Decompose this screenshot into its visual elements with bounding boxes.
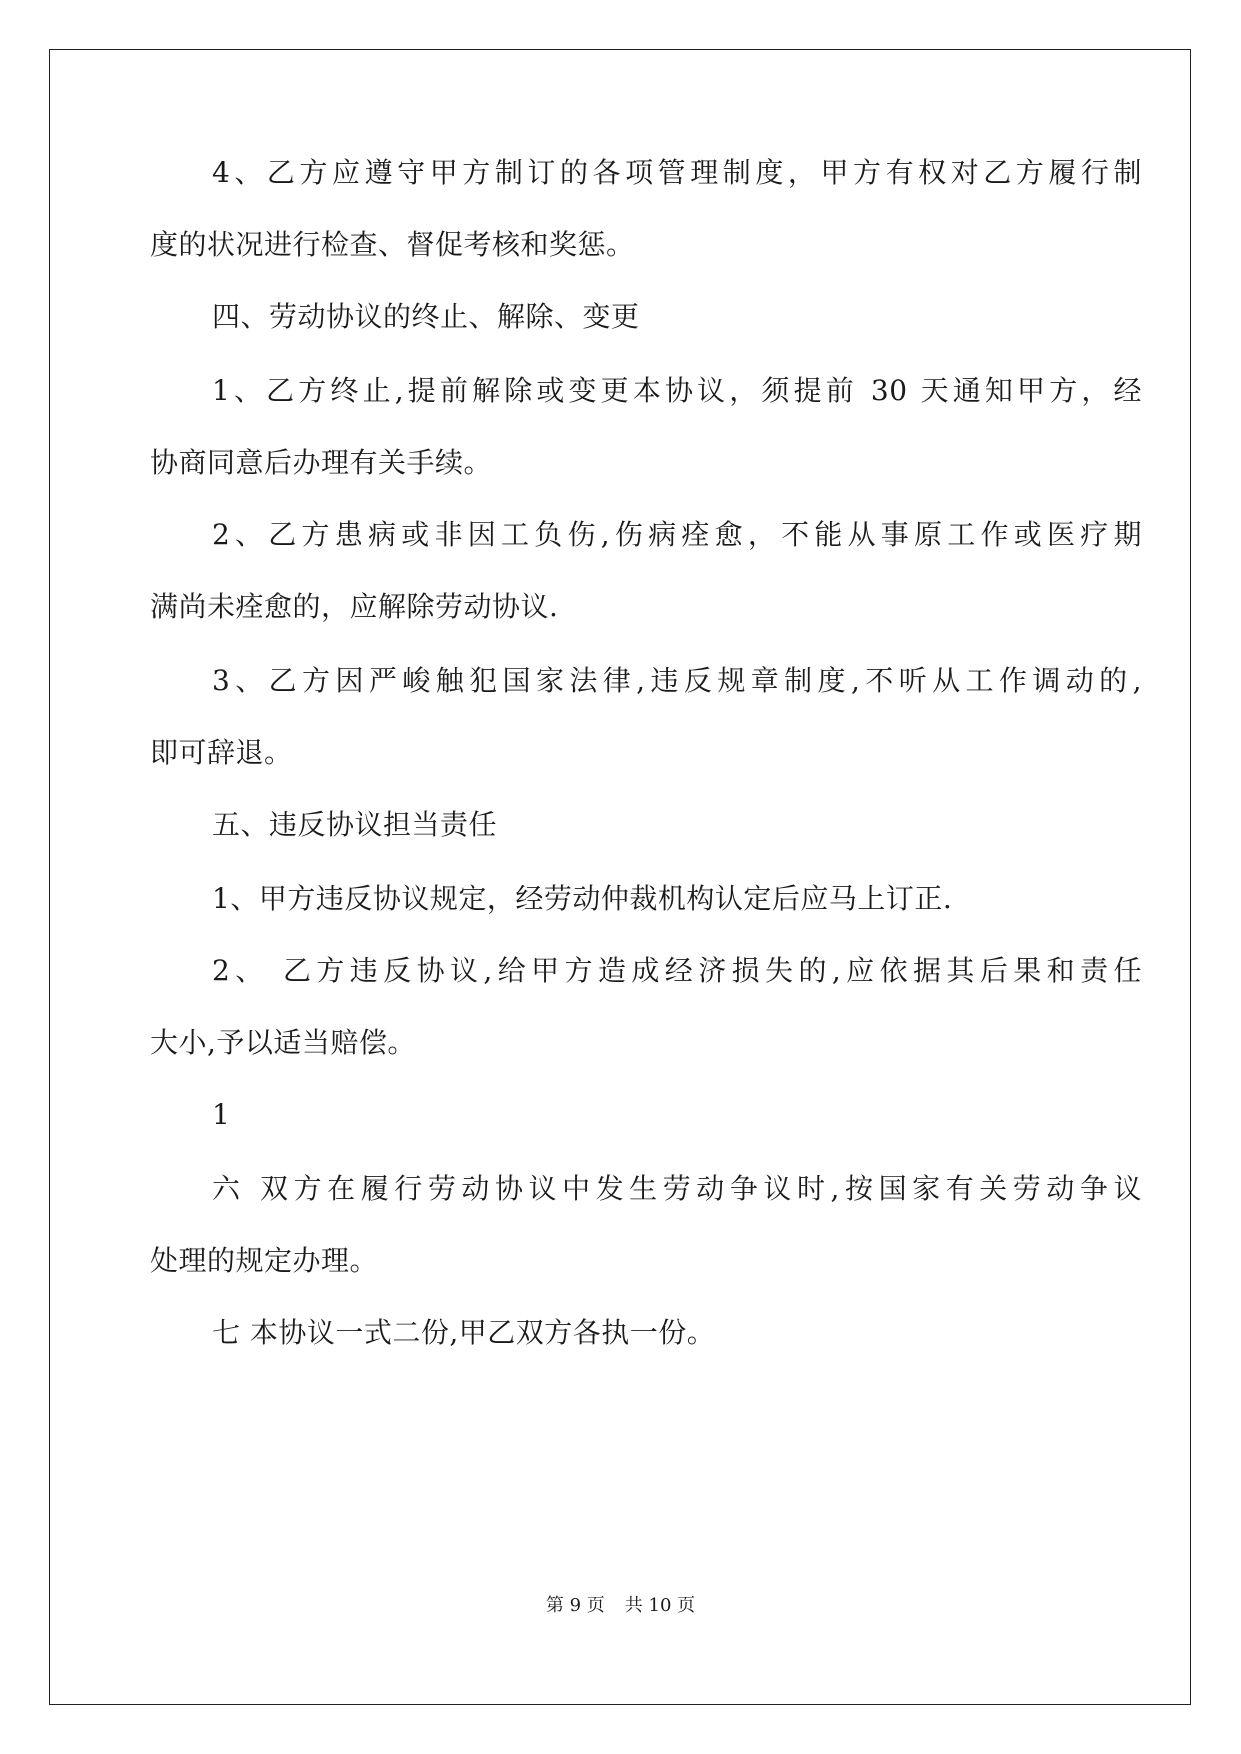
paragraph-line: 4、乙方应遵守甲方制订的各项管理制度，甲方有权对乙方履行制	[212, 156, 1142, 189]
section-heading-4: 四、劳动协议的终止、解除、变更	[212, 300, 640, 333]
paragraph-line: 六 双方在履行劳动协议中发生劳动争议时,按国家有关劳动争议	[212, 1172, 1142, 1205]
paragraph-line: 1、甲方违反协议规定，经劳动仲裁机构认定后应马上订正.	[212, 882, 953, 915]
paragraph-line: 七 本协议一式二份,甲乙双方各执一份。	[212, 1316, 716, 1349]
paragraph-line: 大小,予以适当赔偿。	[150, 1026, 416, 1059]
paragraph-line: 协商同意后办理有关手续。	[150, 446, 493, 479]
paragraph-line: 处理的规定办理。	[150, 1244, 379, 1277]
paragraph-line: 2、 乙方违反协议,给甲方造成经济损失的,应依据其后果和责任	[212, 954, 1142, 987]
paragraph-line: 3、乙方因严峻触犯国家法律,违反规章制度,不听从工作调动的,	[212, 664, 1142, 697]
page-number: 第 9 页	[545, 1595, 605, 1616]
paragraph-line: 2、乙方患病或非因工负伤,伤病痊愈，不能从事原工作或医疗期	[212, 518, 1142, 551]
paragraph-line: 满尚未痊愈的，应解除劳动协议.	[150, 590, 559, 623]
paragraph-line: 度的状况进行检查、督促考核和奖惩。	[150, 228, 635, 261]
section-heading-5: 五、违反协议担当责任	[212, 808, 498, 841]
page-footer	[0, 1594, 1241, 1618]
paragraph-line: 1、乙方终止,提前解除或变更本协议，须提前 30 天通知甲方，经	[212, 374, 1142, 407]
stray-number: 1	[212, 1098, 231, 1131]
page-border	[49, 49, 1191, 1705]
paragraph-line: 即可辞退。	[150, 736, 293, 769]
page-total: 共 10 页	[624, 1595, 696, 1616]
